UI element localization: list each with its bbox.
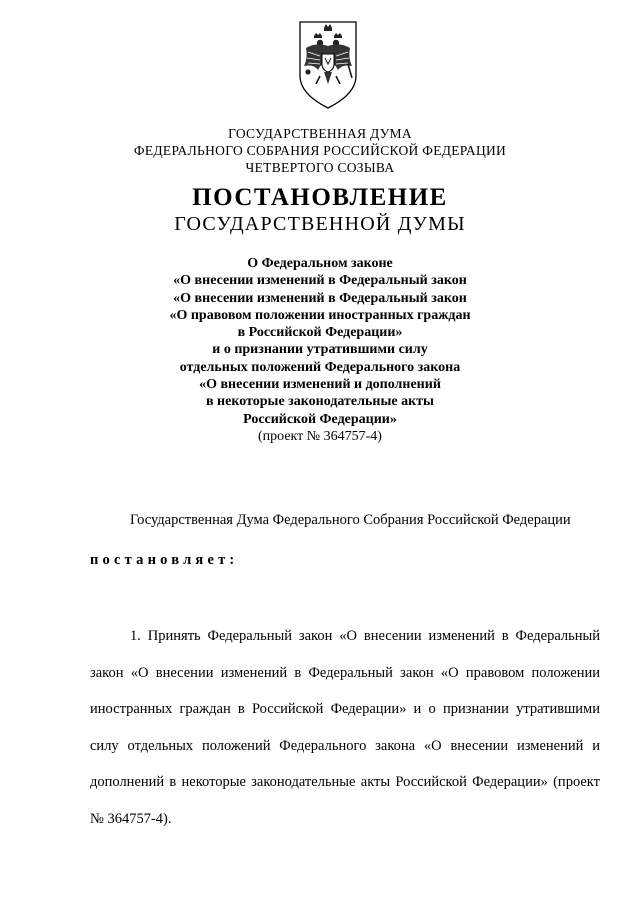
document-title (0, 255, 640, 445)
title-line: «О внесении изменений в Федеральный закон (173, 290, 467, 306)
org-line-3: ЧЕТВЕРТОГО СОЗЫВА (245, 160, 395, 175)
document-type: ПОСТАНОВЛЕНИЕ (192, 184, 448, 211)
title-line: «О внесении изменений и дополнений (199, 377, 441, 393)
title-line: «О правовом положении иностранных граждан (169, 307, 471, 323)
title-line: отдельных положений Федерального закона (179, 359, 461, 375)
title-line: О Федеральном законе (247, 256, 393, 271)
title-line: и о признании утратившими силу (212, 342, 428, 358)
title-line: Российской Федерации» (243, 411, 397, 427)
org-line-2: ФЕДЕРАЛЬНОГО СОБРАНИЯ РОССИЙСКОЙ ФЕДЕРАЦИИ (133, 143, 507, 158)
decree-item-1: 1. Принять Федеральный закон «О внесении изменений в Федеральный закон «О внесении изменений в Федеральный закон «О правовом положении иностранных граждан в Российской Федерации» и о признании утратившими силу отдельных положений Федерального закона «О внесении изменений и дополнений в некоторые законодательные акты Российской Федерации» (проект № 364757-4). (90, 628, 600, 827)
document-issuer: ГОСУДАРСТВЕННОЙ ДУМЫ (174, 213, 466, 235)
title-line: в некоторые законодательные акты (206, 394, 434, 410)
project-number: (проект № 364757-4) (258, 428, 382, 444)
title-line: в Российской Федерации» (237, 325, 403, 341)
decree-word: постановляет: (90, 552, 239, 568)
org-line-1: ГОСУДАРСТВЕННАЯ ДУМА (228, 126, 412, 141)
russian-coat-of-arms-icon (294, 18, 362, 110)
organization-header (0, 125, 640, 176)
title-line: «О внесении изменений в Федеральный закон (173, 273, 467, 289)
preamble-text: Государственная Дума Федерального Собрания Российской Федерации (130, 512, 571, 528)
